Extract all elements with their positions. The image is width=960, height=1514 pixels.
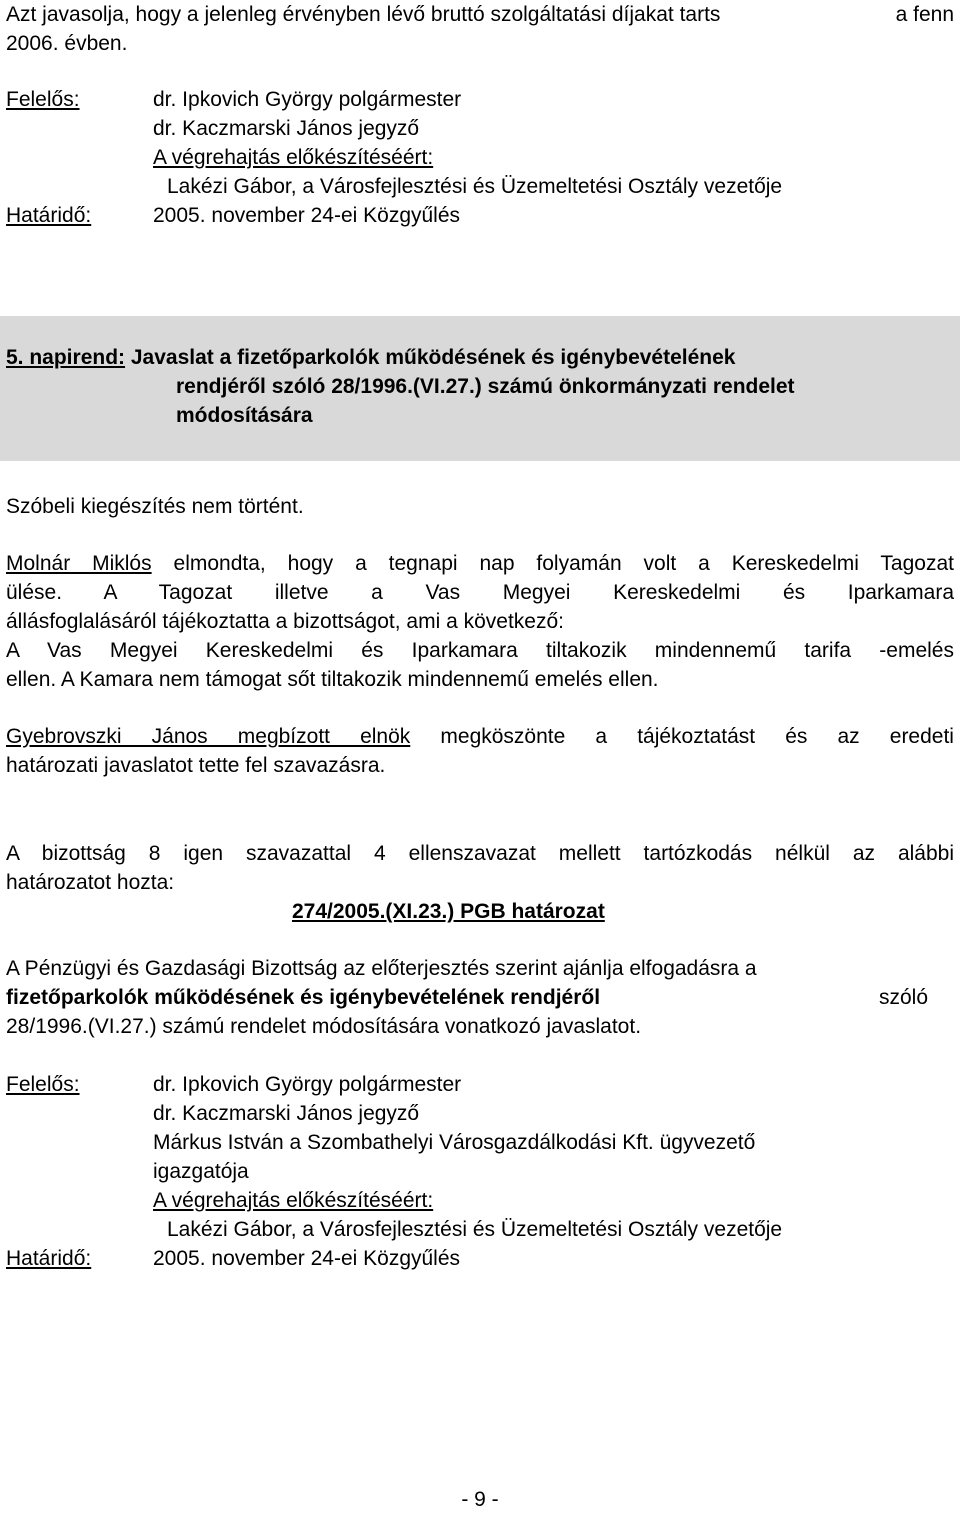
vegrehajtas-row	[6, 1186, 954, 1215]
felelos-row	[6, 114, 954, 143]
molnar-line-3: állásfoglalásáról tájékoztatta a bizottságot, ami a következő:	[6, 610, 564, 633]
speaker-name: Gyebrovszki János megbízott elnök	[6, 725, 411, 748]
resolution-paragraph	[6, 954, 928, 1041]
intro-line-2: 2006. évben.	[6, 32, 128, 55]
oral-supplement: Szóbeli kiegészítés nem történt.	[6, 495, 304, 518]
vote-paragraph	[6, 839, 954, 897]
intro-line-1-left: Azt javasolja, hogy a jelenleg érvényben lévő bruttó szolgáltatási díjakat tarts	[6, 3, 721, 26]
page-number: - 9 -	[461, 1488, 499, 1511]
felelos-person: igazgatója	[153, 1160, 249, 1183]
agenda-heading-box	[0, 316, 960, 461]
vegrehajtas-label: A végrehajtás előkészítéséért:	[153, 1189, 434, 1212]
gyebrovszki-paragraph	[6, 722, 954, 780]
vegrehajtas-person-row	[6, 172, 954, 201]
agenda-heading	[6, 343, 946, 430]
resolution-line-2-bold: fizetőparkolók működésének és igénybevételének rendjéről	[6, 986, 601, 1009]
gyebrovszki-line-2: határozati javaslatot tette fel szavazásra.	[6, 754, 386, 777]
responsibility-block-2	[6, 1070, 954, 1273]
resolution-line-2-rest: szóló	[878, 986, 928, 1009]
hatarido-value: 2005. november 24-ei Közgyűlés	[153, 204, 461, 227]
agenda-title-line-1: Javaslat a fizetőparkolók működésének és igénybevételének	[130, 346, 736, 369]
intro-line-1	[6, 0, 954, 29]
vote-line-2: határozatot hozta:	[6, 871, 175, 894]
molnar-line-1-text: elmondta, hogy a tegnapi nap folyamán volt a Kereskedelmi Tagozat	[173, 552, 954, 575]
resolution-line-1: A Pénzügyi és Gazdasági Bizottság az előterjesztés szerint ajánlja elfogadásra a	[6, 957, 757, 980]
gyebrovszki-line-1-text: megköszönte a tájékoztatást és az eredeti	[440, 725, 954, 748]
hatarido-row	[6, 1244, 954, 1273]
intro-line-1-right: a fenn	[895, 3, 954, 26]
resolution-line-2	[6, 983, 928, 1012]
felelos-person: dr. Ipkovich György polgármester	[153, 1073, 462, 1096]
intro-paragraph	[6, 0, 954, 58]
resolution-title: 274/2005.(XI.23.) PGB határozat	[292, 900, 605, 923]
molnar-line-2: ülése. A Tagozat illetve a Vas Megyei Kereskedelmi és Iparkamara	[6, 581, 954, 604]
felelos-row	[6, 1070, 954, 1099]
gyebrovszki-line-1	[6, 722, 954, 751]
responsibility-block-1	[6, 85, 954, 230]
molnar-line-1	[6, 549, 954, 578]
felelos-person: dr. Kaczmarski János jegyző	[153, 1102, 420, 1125]
agenda-title-line-2: rendjéről szóló 28/1996.(VI.27.) számú önkormányzati rendelet	[176, 375, 795, 398]
vegrehajtas-label: A végrehajtás előkészítéséért:	[153, 146, 434, 169]
resolution-line-3: 28/1996.(VI.27.) számú rendelet módosítására vonatkozó javaslatot.	[6, 1015, 642, 1038]
molnar-indented	[6, 578, 954, 694]
vote-line-1: A bizottság 8 igen szavazattal 4 ellenszavazat mellett tartózkodás nélkül az alábbi	[6, 842, 954, 865]
vegrehajtas-person-row	[6, 1215, 954, 1244]
agenda-number: 5. napirend:	[6, 346, 126, 369]
agenda-title-line-3: módosítására	[176, 404, 313, 427]
vegrehajtas-person: Lakézi Gábor, a Városfejlesztési és Üzemeltetési Osztály vezetője	[167, 175, 783, 198]
felelos-label: Felelős:	[6, 88, 80, 111]
speaker-name: Molnár Miklós	[6, 552, 152, 575]
felelos-person: dr. Ipkovich György polgármester	[153, 88, 462, 111]
felelos-row	[6, 1157, 954, 1186]
felelos-row	[6, 1099, 954, 1128]
molnar-line-5: ellen. A Kamara nem támogat sőt tiltakozik mindennemű emelés ellen.	[6, 668, 659, 691]
molnar-line-4: A Vas Megyei Kereskedelmi és Iparkamara tiltakozik mindennemű tarifa -emelés	[6, 639, 954, 662]
felelos-label: Felelős:	[6, 1073, 80, 1096]
molnar-paragraph	[6, 549, 954, 694]
vegrehajtas-person: Lakézi Gábor, a Városfejlesztési és Üzemeltetési Osztály vezetője	[167, 1218, 783, 1241]
felelos-person: Márkus István a Szombathelyi Városgazdálkodási Kft. ügyvezető	[153, 1131, 756, 1154]
hatarido-label: Határidő:	[6, 1247, 92, 1270]
agenda-line-1	[6, 343, 946, 372]
felelos-person: dr. Kaczmarski János jegyző	[153, 117, 420, 140]
hatarido-row	[6, 201, 954, 230]
felelos-row	[6, 85, 954, 114]
hatarido-value: 2005. november 24-ei Közgyűlés	[153, 1247, 461, 1270]
felelos-row	[6, 1128, 954, 1157]
vegrehajtas-row	[6, 143, 954, 172]
hatarido-label: Határidő:	[6, 204, 92, 227]
